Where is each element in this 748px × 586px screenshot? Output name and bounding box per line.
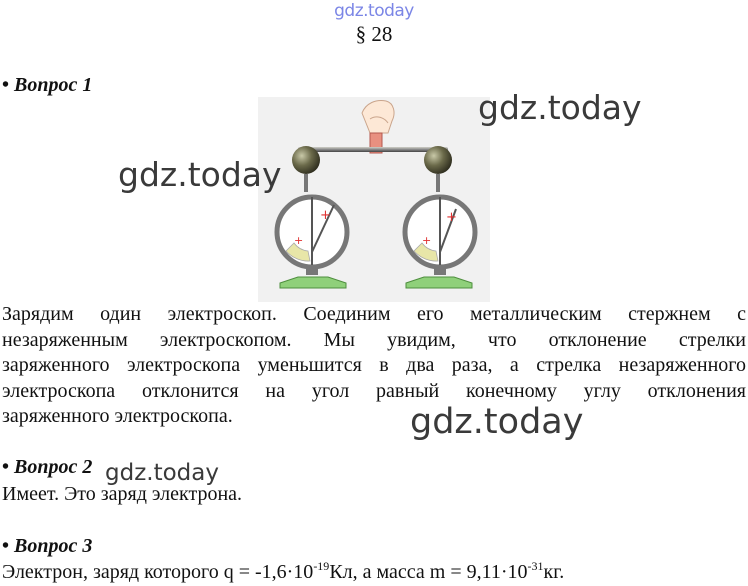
watermark: gdz.today: [478, 88, 642, 127]
question-3-heading: [2, 535, 92, 558]
watermark: gdz.today: [118, 155, 282, 194]
question-3-answer: [2, 560, 746, 586]
answer-line: Зарядим один электроскоп. Соединим его металлическим стержнем с: [2, 303, 746, 325]
answer-text: Электрон, заряд которого q = -1,6·10: [2, 561, 314, 583]
bullet: •: [2, 456, 10, 478]
answer-line: электроскопа отклонится на угол равный конечному углу отклонения: [2, 379, 746, 402]
question-2-heading: [2, 456, 92, 479]
electroscopes-figure: [258, 97, 490, 302]
question-2-answer: Имеет. Это заряд электрона.: [2, 483, 243, 505]
answer-text: Кл, а масса m = 9,11·10: [329, 561, 528, 583]
watermark: gdz.today: [105, 460, 219, 486]
svg-text:+: +: [294, 234, 304, 247]
metal-rod: [298, 147, 448, 152]
watermark: gdz.today: [410, 402, 584, 442]
right-charge-sign: +: [446, 210, 457, 225]
question-2-title: Вопрос 2: [14, 456, 93, 478]
bullet: •: [2, 535, 10, 557]
svg-text:+: +: [422, 234, 432, 247]
mass-exponent: -31: [527, 559, 544, 573]
answer-line: заряженного электроскопа уменьшится в два раза, а стрелка незаряженного: [2, 354, 746, 376]
answer-text: кг.: [543, 561, 565, 583]
charge-exponent: -19: [313, 559, 330, 573]
section-title: § 28: [355, 22, 393, 46]
question-1-answer: [2, 302, 746, 430]
answer-line: заряженного электроскопа.: [2, 405, 233, 427]
bullet: •: [2, 74, 10, 96]
question-1-title: Вопрос 1: [14, 74, 93, 96]
left-charge-sign: +: [320, 208, 331, 223]
watermark-top: gdz.today: [334, 1, 414, 21]
answer-line: незаряженным электроскопом. Мы увидим, что отклонение стрелки: [2, 328, 746, 351]
question-1-heading: [2, 74, 92, 97]
question-3-title: Вопрос 3: [14, 535, 93, 557]
